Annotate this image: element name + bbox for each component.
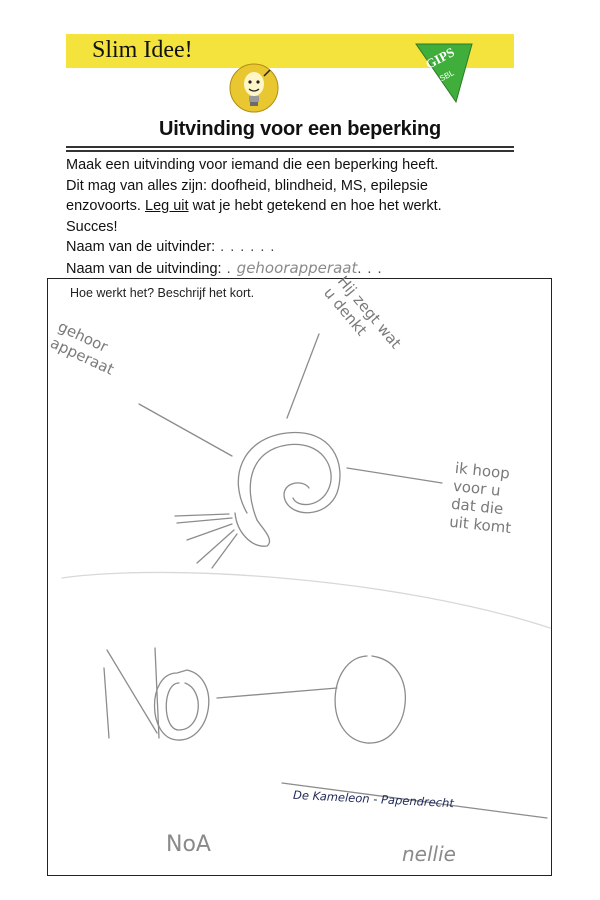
banner-title: Slim Idee! (92, 37, 193, 63)
faint-curve (62, 572, 550, 628)
no-letter-o-inner (166, 683, 198, 730)
instruction-line: Dit mag van alles zijn: doofheid, blindheid, MS, epilepsie (66, 177, 428, 194)
drawing-box-label: Hoe werkt het? Beschrijf het kort. (70, 286, 255, 300)
connecting-line (217, 688, 337, 698)
page-title: Uitvinding voor een beperking (158, 118, 441, 140)
title-rule (66, 146, 514, 148)
instruction-line: enzovoorts. Leg uit wat je hebt getekend en hoe het werkt. (66, 198, 442, 214)
gips-logo (412, 40, 476, 106)
note-ik-hoop: ik hoop voor u dat die uit komt (448, 458, 513, 538)
title-rule-second (66, 150, 514, 152)
instruction-line: Maak een uitvinding voor iemand die een beperking heeft. (66, 157, 439, 173)
instructions (66, 155, 526, 279)
no-letter-n (104, 648, 159, 738)
inventor-field[interactable]: . . . . . . (215, 239, 276, 255)
ray-top (287, 334, 319, 418)
note-hij-zegt: Hij zegt wat u denkt (320, 272, 405, 353)
lightbulb-mascot-icon (228, 62, 280, 114)
inventor-row (66, 237, 526, 258)
ray-right (347, 468, 442, 483)
note-gehoorapperaat: gehoor apperaat (47, 317, 117, 379)
logo-subtext: SBL (438, 68, 456, 84)
emphasis-leg-uit: Leg uit (145, 198, 189, 214)
invention-row: Naam van de uitvinding: . gehoorapperaat. . . (66, 258, 383, 277)
invention-label: Naam van de uitvinding: (66, 260, 222, 277)
invention-field[interactable]: gehoorapperaat (236, 258, 358, 277)
circle-right (335, 656, 405, 743)
ear-tip (235, 513, 270, 546)
sound-lines (175, 514, 237, 568)
signature-left: NoA (166, 832, 211, 857)
ray-left (139, 404, 232, 456)
hand-drawing (47, 278, 551, 875)
logo-text: GIPS (422, 44, 457, 72)
ear-spiral-inner (250, 444, 331, 520)
signature-right: nellie (402, 842, 456, 866)
inventor-label: Naam van de uitvinder: (66, 239, 216, 255)
instruction-line: Succes! (66, 218, 118, 235)
school-name: De Kameleon - Papendrecht (292, 787, 455, 811)
